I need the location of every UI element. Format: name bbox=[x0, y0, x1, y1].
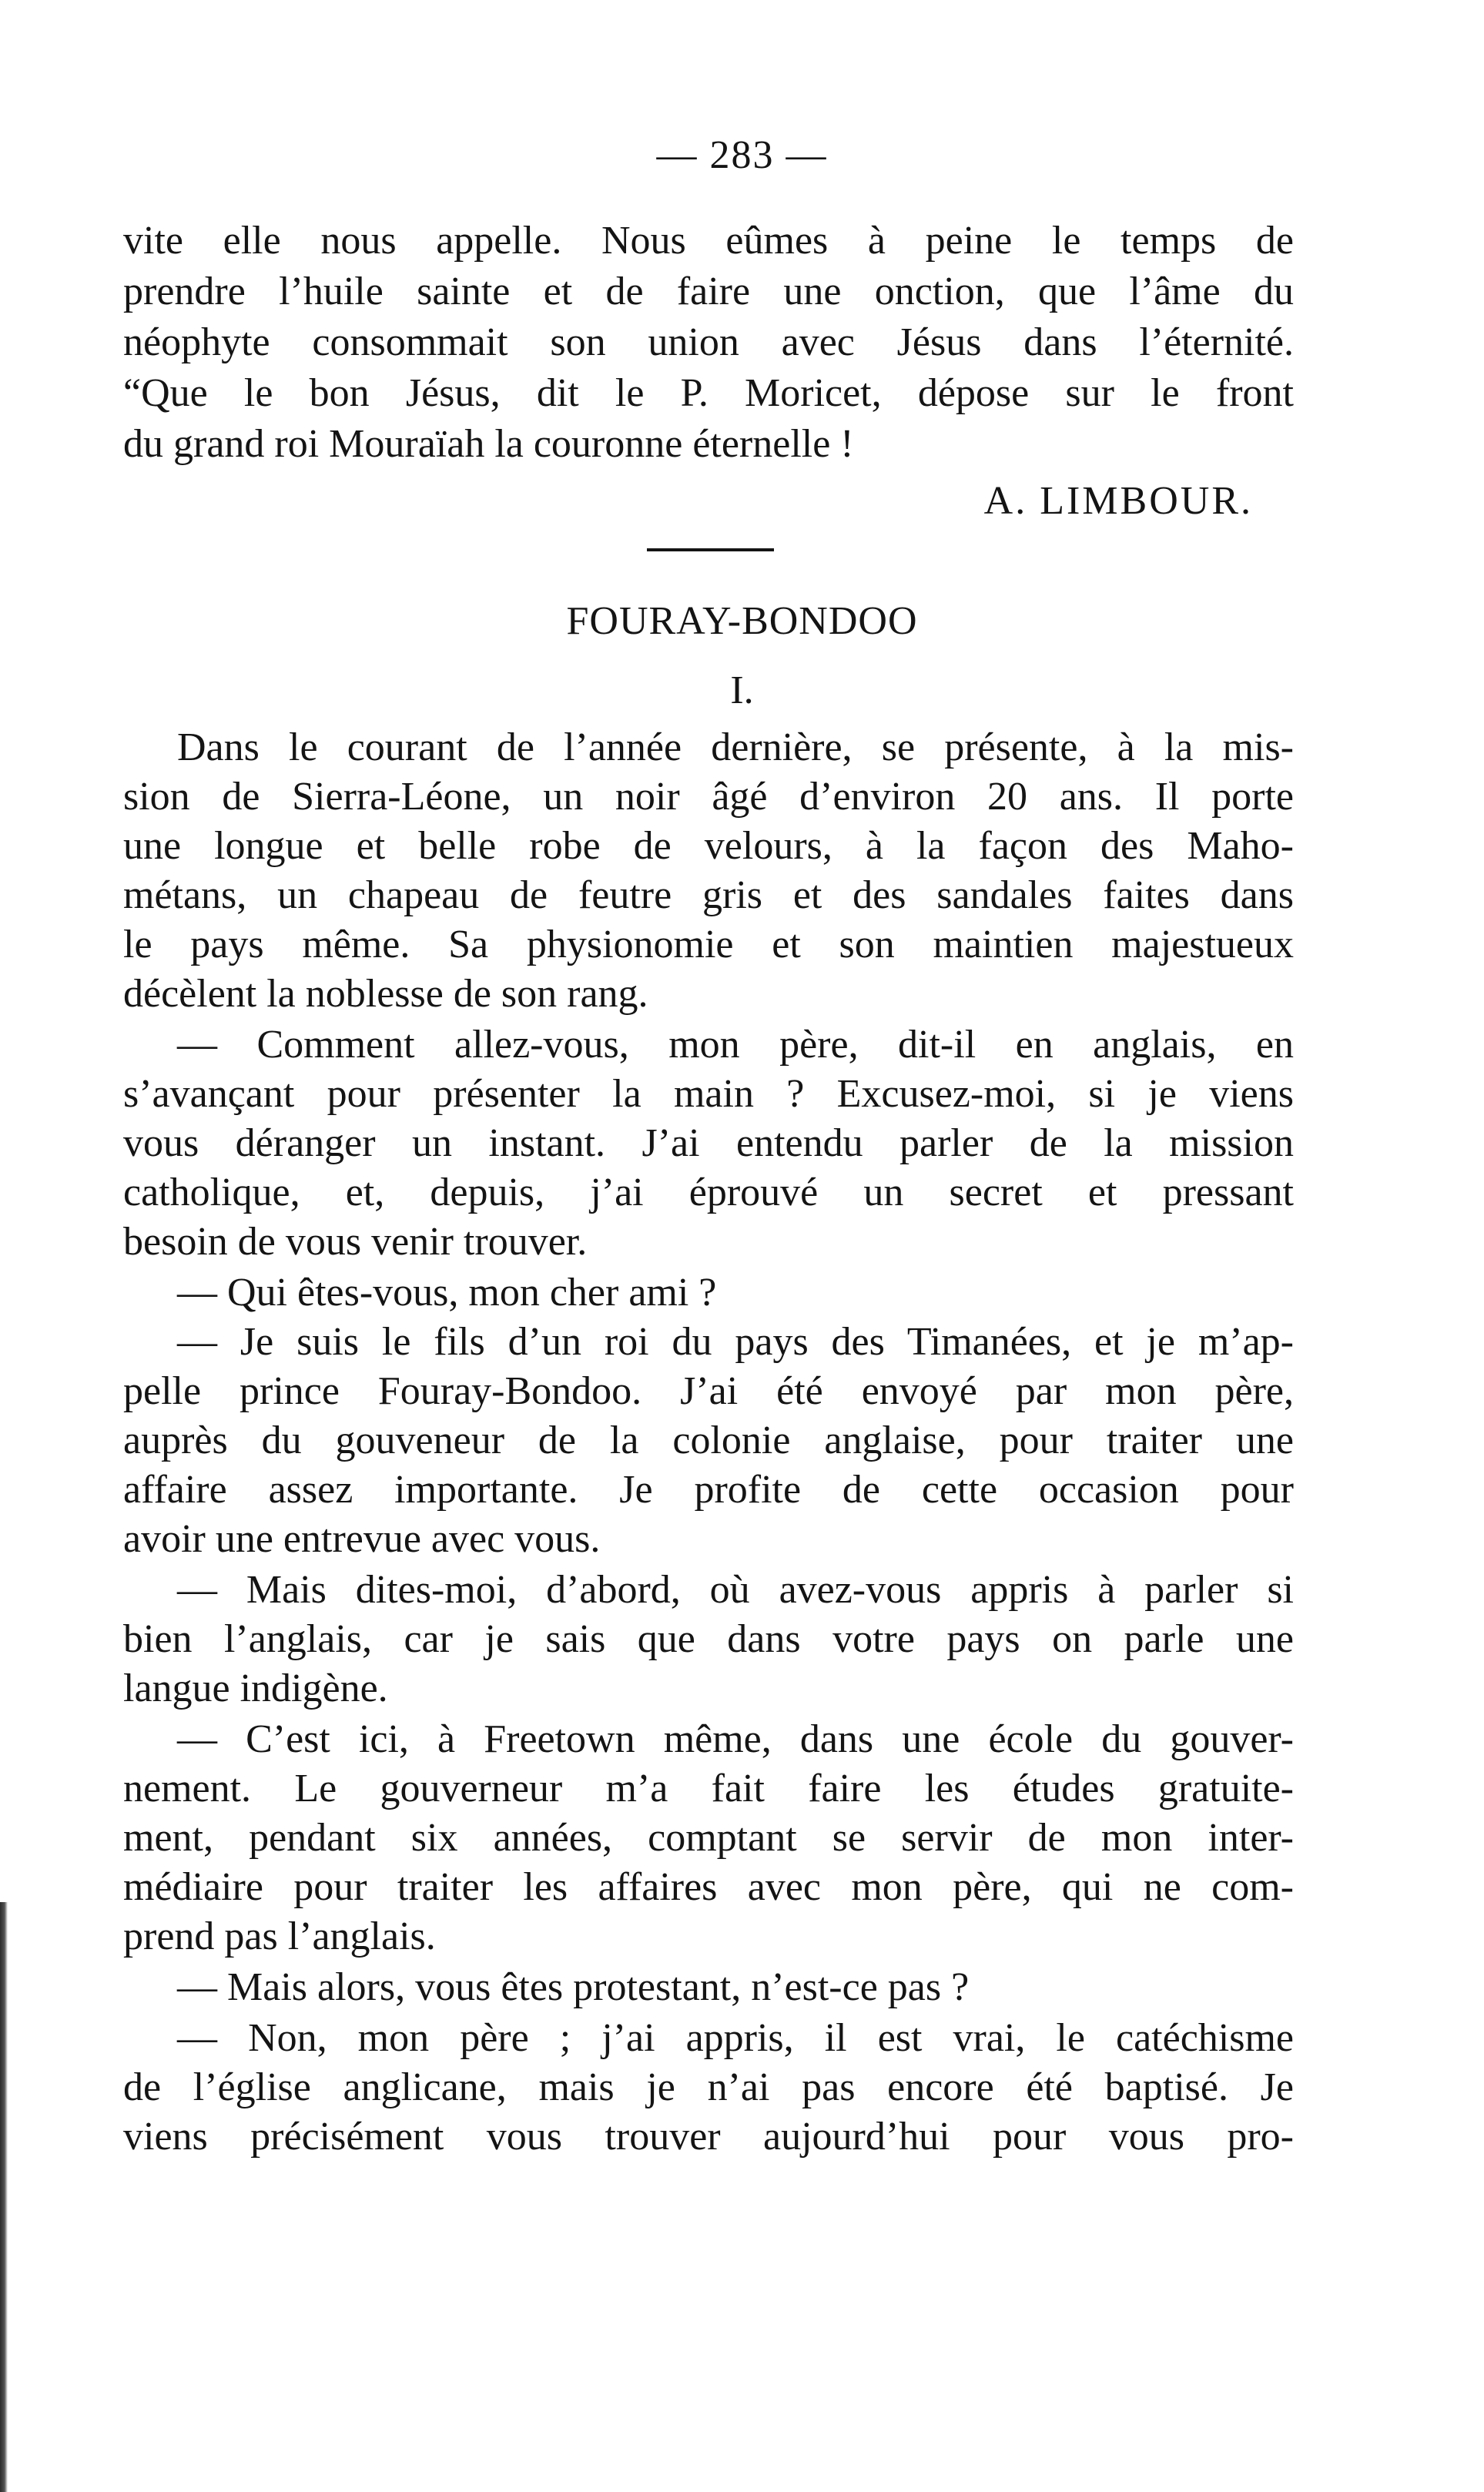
page-number: — 283 — bbox=[656, 133, 828, 177]
author-signature: A. LIMBOUR. bbox=[983, 479, 1253, 523]
text-line: médiaire pour traiter les affaires avec mon père, qui ne com- bbox=[123, 1865, 1294, 1909]
text-line: sion de Sierra-Léone, un noir âgé d’environ 20 ans. Il porte bbox=[123, 775, 1294, 819]
text-line: — Comment allez-vous, mon père, dit-il en anglais, en bbox=[177, 1023, 1294, 1067]
text-line: “Que le bon Jésus, dit le P. Moricet, dépose sur le front bbox=[123, 371, 1294, 415]
text-line: néophyte consommait son union avec Jésus dans l’éternité. bbox=[123, 320, 1294, 364]
text-line: métans, un chapeau de feutre gris et des sandales faites dans bbox=[123, 873, 1294, 917]
text-line: vite elle nous appelle. Nous eûmes à peine le temps de bbox=[123, 219, 1294, 263]
text-line: prendre l’huile sainte et de faire une onction, que l’âme du bbox=[123, 270, 1294, 313]
text-line: pelle prince Fouray-Bondoo. J’ai été envoyé par mon père, bbox=[123, 1369, 1294, 1413]
text-line: besoin de vous venir trouver. bbox=[123, 1220, 588, 1264]
text-line: Dans le courant de l’année dernière, se présente, à la mis- bbox=[177, 725, 1294, 769]
text-line: ment, pendant six années, comptant se servir de mon inter- bbox=[123, 1816, 1294, 1860]
section-number: I. bbox=[730, 668, 754, 712]
text-line: nement. Le gouverneur m’a fait faire les études gratuite- bbox=[123, 1767, 1294, 1810]
text-line: le pays même. Sa physionomie et son maintien majestueux bbox=[123, 923, 1294, 966]
text-line: — Je suis le fils d’un roi du pays des Timanées, et je m’ap- bbox=[177, 1320, 1294, 1364]
text-line: de l’église anglicane, mais je n’ai pas encore été baptisé. Je bbox=[123, 2065, 1294, 2109]
text-line: s’avançant pour présenter la main ? Excusez-moi, si je viens bbox=[123, 1072, 1294, 1116]
text-line: une longue et belle robe de velours, à la façon des Maho- bbox=[123, 824, 1294, 868]
text-line: — Mais dites-moi, d’abord, où avez-vous appris à parler si bbox=[177, 1568, 1294, 1612]
article-title: FOURAY-BONDOO bbox=[566, 599, 918, 643]
text-line: avoir une entrevue avec vous. bbox=[123, 1517, 601, 1561]
text-line: bien l’anglais, car je sais que dans votre pays on parle une bbox=[123, 1617, 1294, 1661]
text-line: affaire assez importante. Je profite de cette occasion pour bbox=[123, 1468, 1294, 1512]
text-line: prend pas l’anglais. bbox=[123, 1914, 436, 1958]
text-line: langue indigène. bbox=[123, 1666, 388, 1710]
text-line: décèlent la noblesse de son rang. bbox=[123, 972, 648, 1016]
text-line: — Mais alors, vous êtes protestant, n’est-ce pas ? bbox=[177, 1965, 970, 2009]
text-line: — Qui êtes-vous, mon cher ami ? bbox=[177, 1271, 717, 1315]
text-line: vous déranger un instant. J’ai entendu parler de la mission bbox=[123, 1121, 1294, 1165]
section-divider bbox=[647, 548, 774, 551]
text-line: du grand roi Mouraïah la couronne éternelle ! bbox=[123, 422, 854, 466]
page-edge-shadow bbox=[0, 1902, 8, 2492]
text-line: viens précisément vous trouver aujourd’hui pour vous pro- bbox=[123, 2115, 1294, 2159]
text-line: — C’est ici, à Freetown même, dans une école du gouver- bbox=[177, 1717, 1294, 1761]
text-line: — Non, mon père ; j’ai appris, il est vrai, le catéchisme bbox=[177, 2016, 1294, 2060]
text-line: auprès du gouveneur de la colonie anglaise, pour traiter une bbox=[123, 1418, 1294, 1462]
text-line: catholique, et, depuis, j’ai éprouvé un secret et pressant bbox=[123, 1171, 1294, 1214]
